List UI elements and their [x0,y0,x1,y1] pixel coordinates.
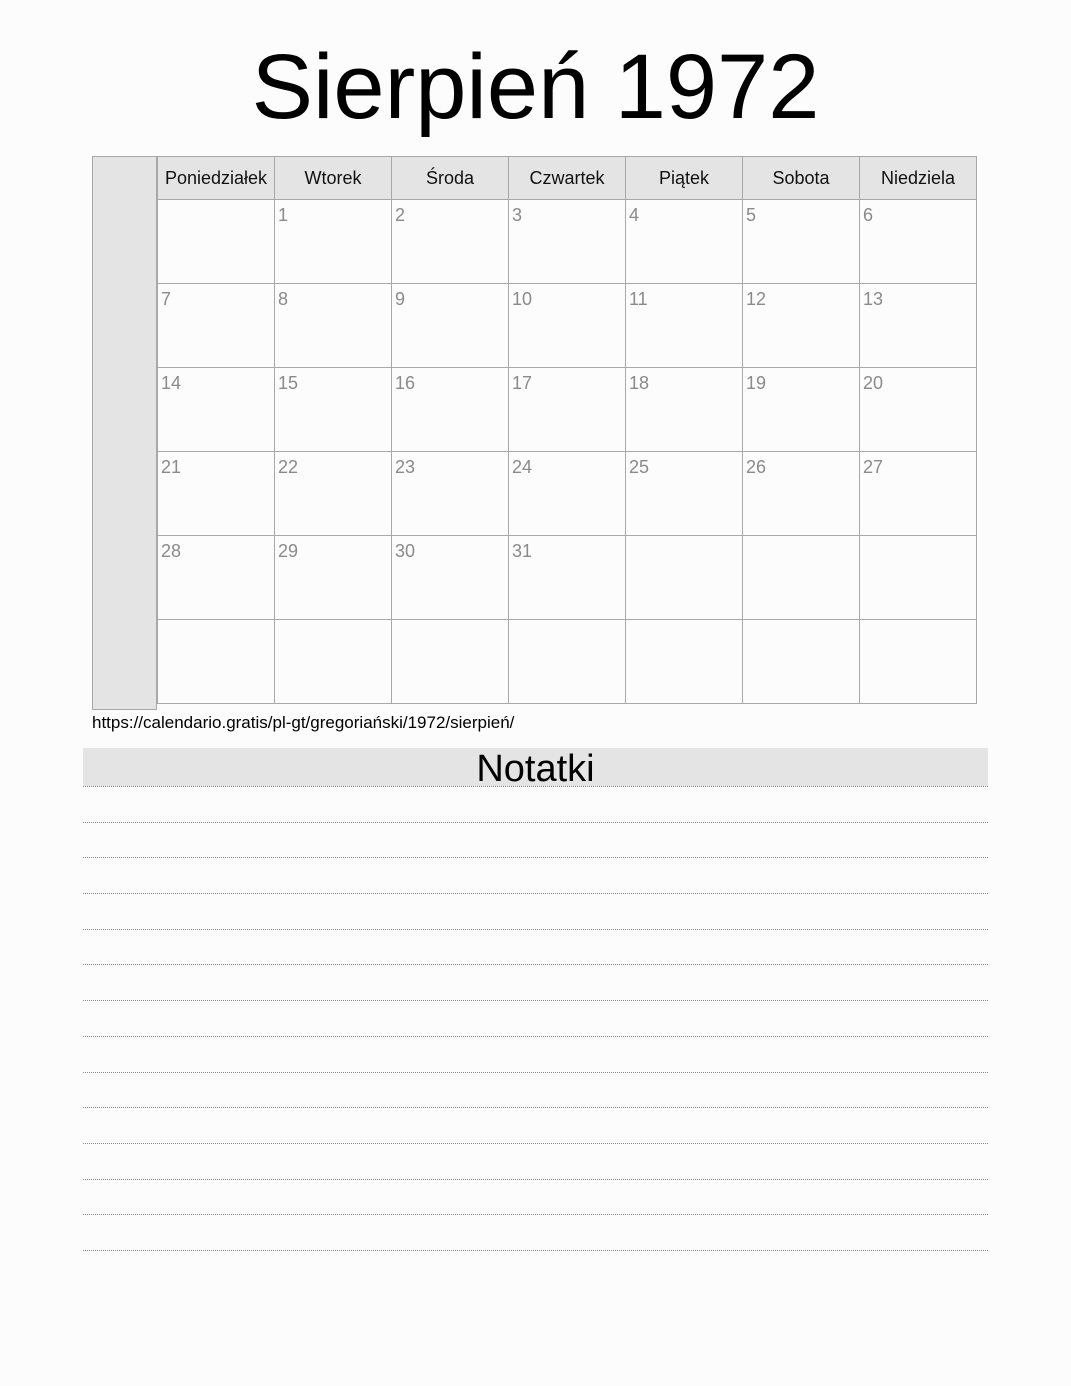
note-line [83,1214,988,1215]
day-cell: 21 [158,452,275,536]
note-line [83,1107,988,1108]
note-line [83,1072,988,1073]
day-cell: 29 [275,536,392,620]
week-row [158,368,977,452]
day-cell [626,536,743,620]
week-number-column [92,156,157,710]
weekday-header: Wtorek [275,157,392,200]
day-cell: 8 [275,284,392,368]
weekday-header-row [158,157,977,200]
day-cell: 30 [392,536,509,620]
note-line [83,1179,988,1180]
day-cell: 3 [509,200,626,284]
week-row [158,536,977,620]
day-cell: 22 [275,452,392,536]
day-cell: 1 [275,200,392,284]
weekday-header: Czwartek [509,157,626,200]
day-cell: 17 [509,368,626,452]
day-cell [158,620,275,704]
day-cell: 25 [626,452,743,536]
day-cell: 12 [743,284,860,368]
day-cell [743,620,860,704]
note-line [83,1000,988,1001]
note-line [83,857,988,858]
day-cell: 16 [392,368,509,452]
day-cell [509,620,626,704]
day-cell: 26 [743,452,860,536]
week-row [158,284,977,368]
day-cell: 7 [158,284,275,368]
note-line [83,1250,988,1251]
note-line [83,1036,988,1037]
calendar-grid [157,156,977,704]
weekday-header: Niedziela [860,157,977,200]
day-cell: 20 [860,368,977,452]
day-cell: 14 [158,368,275,452]
weekday-header: Poniedziałek [158,157,275,200]
day-cell: 18 [626,368,743,452]
day-cell [743,536,860,620]
day-cell: 15 [275,368,392,452]
month-calendar [92,156,977,710]
week-row [158,620,977,704]
note-line [83,786,988,787]
day-cell: 6 [860,200,977,284]
weekday-header: Środa [392,157,509,200]
day-cell [275,620,392,704]
day-cell: 24 [509,452,626,536]
week-row [158,200,977,284]
note-line [83,893,988,894]
day-cell: 27 [860,452,977,536]
day-cell: 5 [743,200,860,284]
day-cell: 13 [860,284,977,368]
week-row [158,452,977,536]
note-line [83,822,988,823]
day-cell: 10 [509,284,626,368]
day-cell: 11 [626,284,743,368]
note-line [83,964,988,965]
day-cell [860,536,977,620]
day-cell [392,620,509,704]
notes-heading: Notatki [83,748,988,786]
day-cell: 9 [392,284,509,368]
source-url: https://calendario.gratis/pl-gt/gregoriański/1972/sierpień/ [92,713,515,732]
note-line [83,1143,988,1144]
page-title: Sierpień 1972 [251,36,820,138]
note-line [83,929,988,930]
day-cell [860,620,977,704]
weekday-header: Sobota [743,157,860,200]
day-cell: 28 [158,536,275,620]
day-cell: 2 [392,200,509,284]
day-cell [626,620,743,704]
weekday-header: Piątek [626,157,743,200]
day-cell: 19 [743,368,860,452]
day-cell [158,200,275,284]
day-cell: 31 [509,536,626,620]
day-cell: 23 [392,452,509,536]
day-cell: 4 [626,200,743,284]
